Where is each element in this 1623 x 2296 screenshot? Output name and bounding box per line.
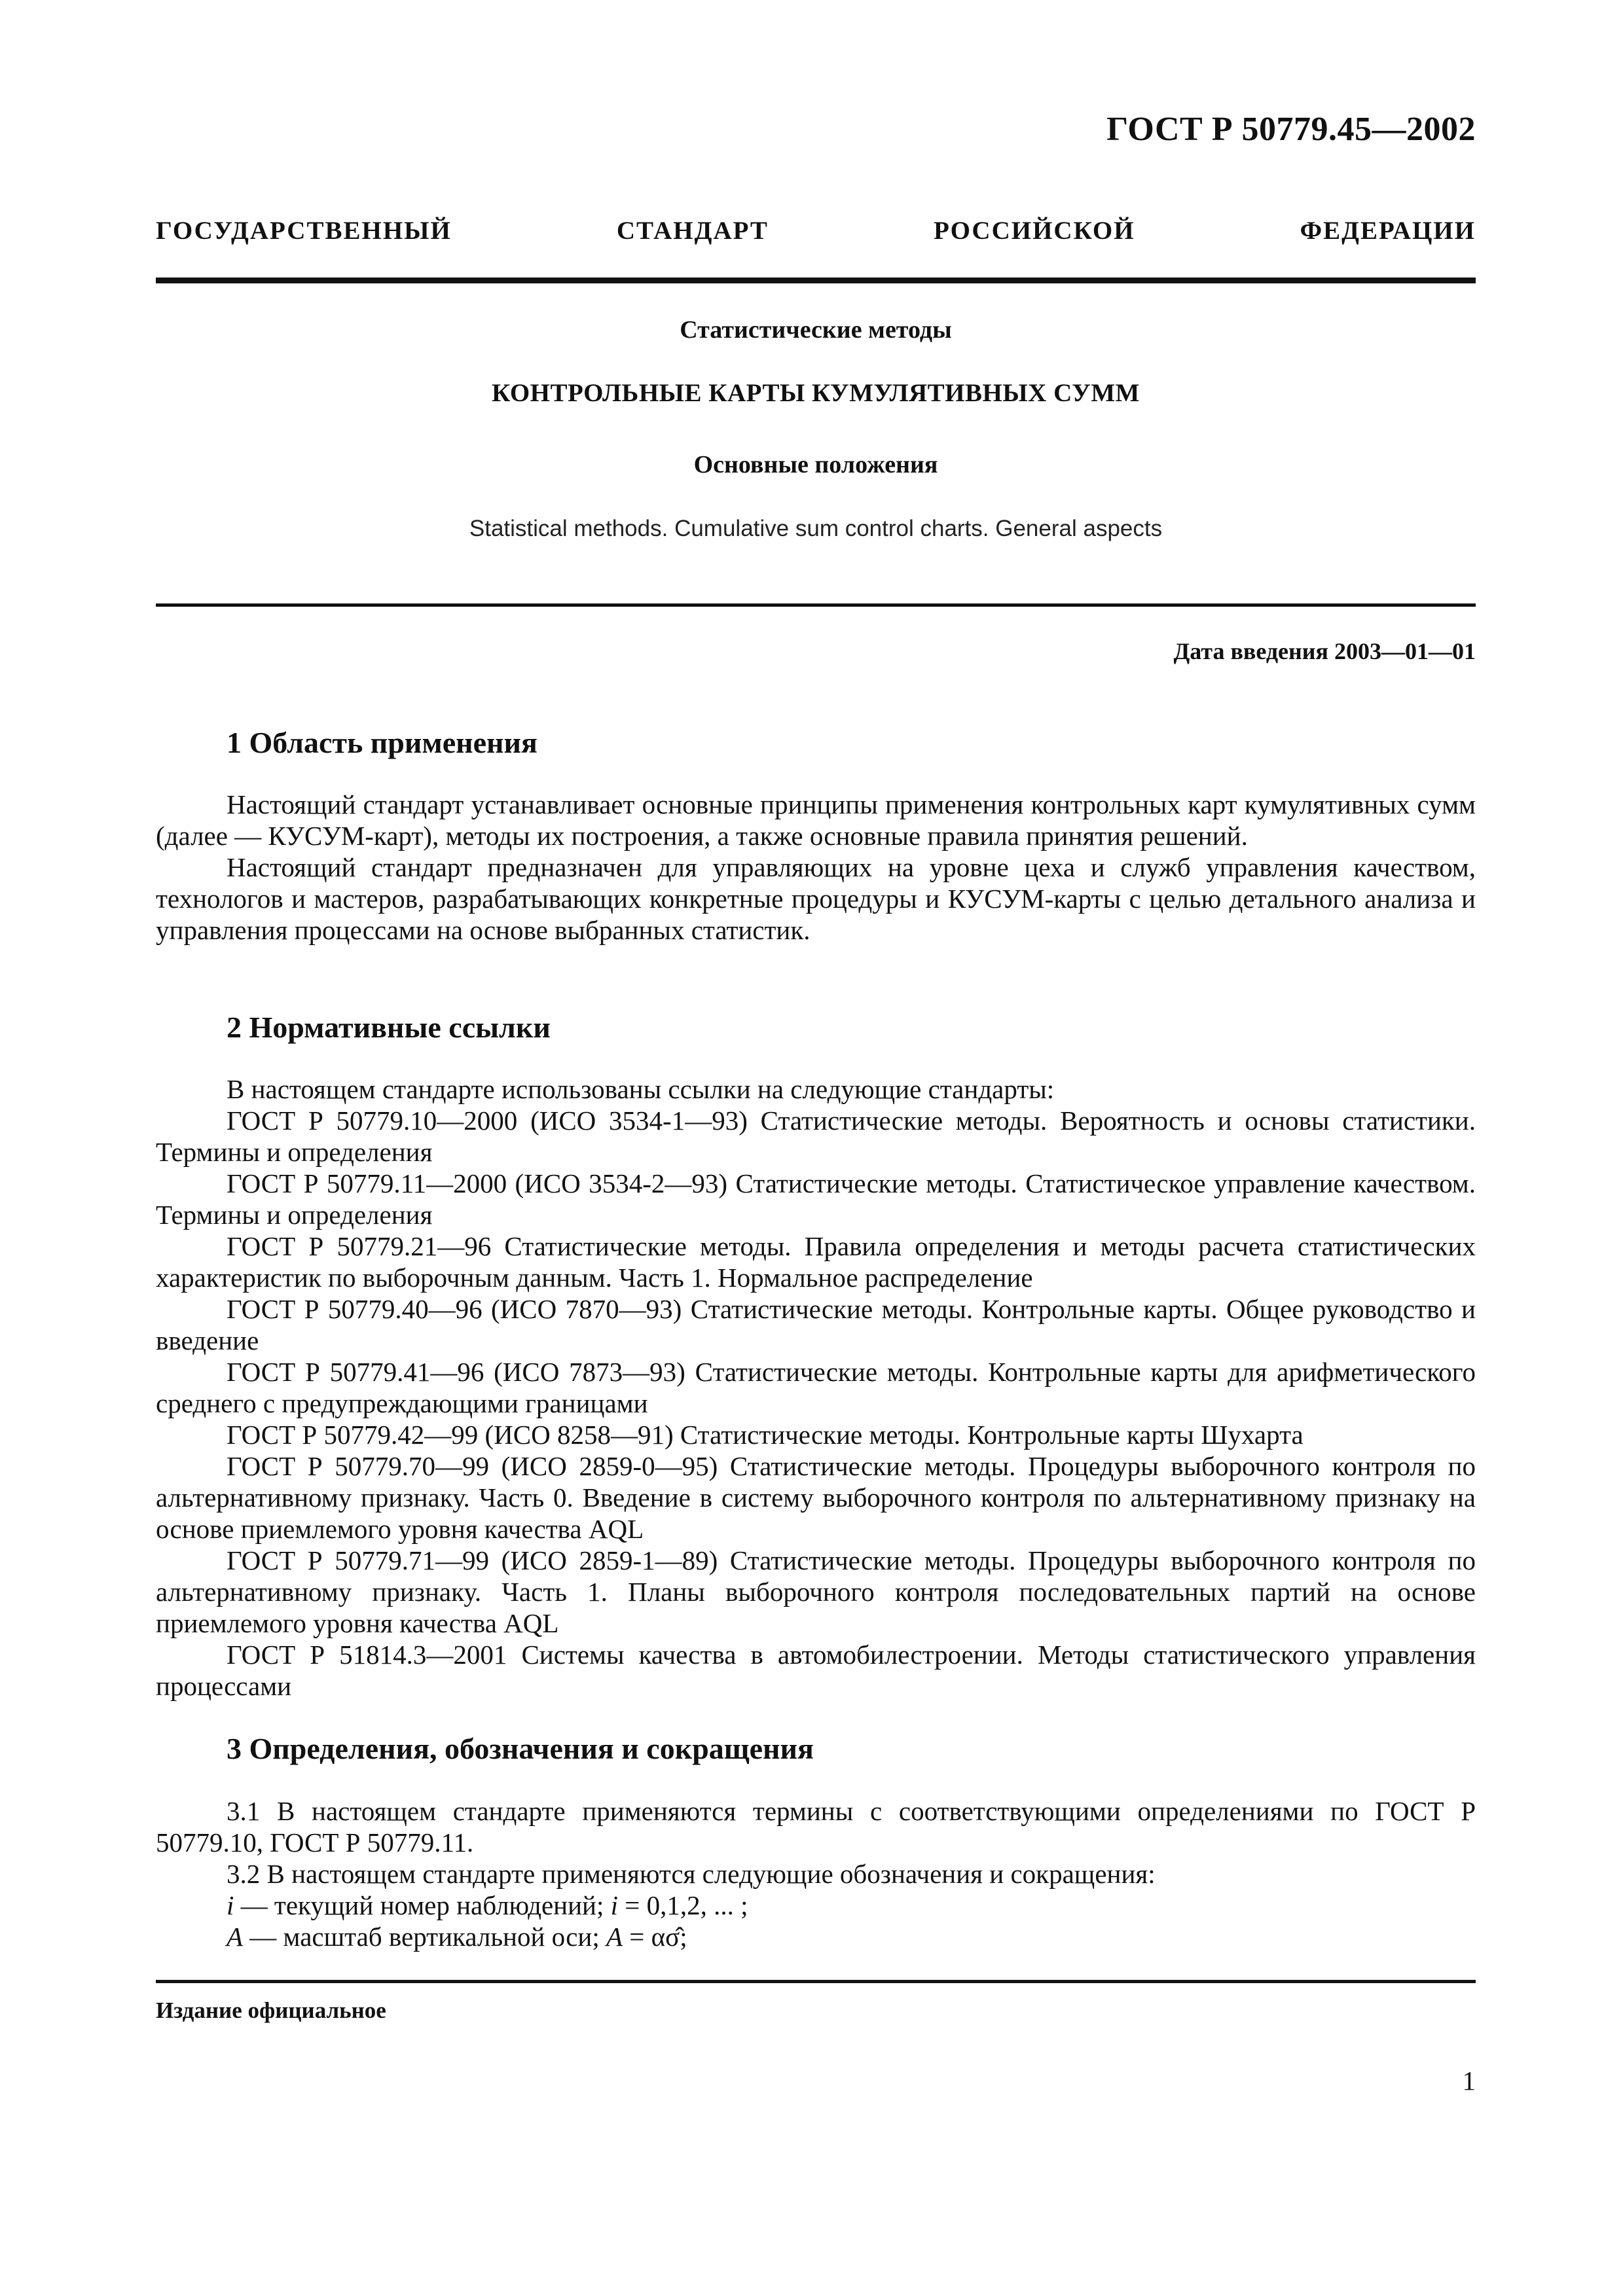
subtitle: Основные положения — [693, 451, 938, 478]
definition-text: = 0,1,2, ... ; — [618, 1890, 748, 1920]
reference-item: ГОСТ Р 50779.40—96 (ИСО 7870—93) Статистические методы. Контрольные карты. Общее руководство и введение — [156, 1294, 1476, 1355]
definition-i — [156, 1890, 1476, 1921]
definition-text: = ασ̂; — [623, 1922, 687, 1952]
document-code: ГОСТ Р 50779.45—2002 — [1106, 111, 1476, 148]
paragraph: Настоящий стандарт устанавливает основные принципы применения контрольных карт кумулятивных сумм (далее — КУСУМ-карт), методы их построения, а также основные правила принятия решений. — [156, 789, 1476, 851]
english-title: Statistical methods. Cumulative sum control charts. General aspects — [469, 516, 1163, 541]
footer-rule — [156, 1980, 1476, 1983]
reference-item: ГОСТ Р 50779.41—96 (ИСО 7873—93) Статистические методы. Контрольные карты для арифметического среднего с предупреждающими границами — [156, 1357, 1476, 1418]
document-page — [156, 0, 1476, 2296]
section-1-body — [156, 789, 1476, 946]
reference-item: ГОСТ Р 50779.42—99 (ИСО 8258—91) Статистические методы. Контрольные карты Шухарта — [227, 1420, 1304, 1450]
paragraph: Настоящий стандарт предназначен для управляющих на уровне цеха и служб управления качеством, технологов и мастеров, разрабатывающих конкретные процедуры и КУСУМ-карты с целью детального анализа и управления процессами на основе выбранных статистик. — [156, 852, 1476, 945]
paragraph: 3.2 В настоящем стандарте применяются следующие обозначения и сокращения: — [227, 1859, 1156, 1889]
reference-item: ГОСТ Р 50779.21—96 Статистические методы. Правила определения и методы расчета статистических характеристик по выборочным данным. Часть 1. Нормальное распределение — [156, 1231, 1476, 1293]
definition-text: — текущий номер наблюдений; — [234, 1890, 611, 1920]
title-rule — [156, 603, 1476, 607]
reference-item: ГОСТ Р 50779.71—99 (ИСО 2859-1—89) Статистические методы. Процедуры выборочного контроля по альтернативному признаку. Часть 1. Планы выборочного контроля последовательных партий на основе приемлемого уровня качества AQL — [156, 1545, 1476, 1638]
reference-item: ГОСТ Р 50779.70—99 (ИСО 2859-0—95) Статистические методы. Процедуры выборочного контроля по альтернативному признаку. Часть 0. Введение в систему выборочного контроля по альтернативному признаку на основе приемлемого уровня качества AQL — [156, 1451, 1476, 1544]
page-number: 1 — [1462, 2066, 1476, 2096]
subject-line: Статистические методы — [680, 316, 952, 344]
section-2-heading: 2 Нормативные ссылки — [227, 1011, 551, 1044]
definition-text: — масштаб вертикальной оси; — [243, 1922, 606, 1952]
symbol: i — [227, 1890, 234, 1920]
header-rule — [156, 278, 1476, 283]
symbol: i — [610, 1890, 619, 1920]
reference-item: ГОСТ Р 50779.10—2000 (ИСО 3534-1—93) Статистические методы. Вероятность и основы статистики. Термины и определения — [156, 1105, 1476, 1167]
reference-item: ГОСТ Р 51814.3—2001 Системы качества в автомобилестроении. Методы статистического управления процессами — [156, 1640, 1476, 1701]
standard-title: ГОСУДАРСТВЕННЫЙ СТАНДАРТ РОССИЙСКОЙ ФЕДЕРАЦИИ — [156, 217, 1476, 245]
section-3-body — [156, 1795, 1476, 1952]
section-1-heading: 1 Область применения — [227, 726, 538, 759]
symbol: A — [227, 1922, 244, 1952]
reference-item: ГОСТ Р 50779.11—2000 (ИСО 3534-2—93) Статистические методы. Статистическое управление качеством. Термины и определения — [156, 1168, 1476, 1230]
section-2-body — [156, 1073, 1476, 1702]
paragraph: 3.1 В настоящем стандарте применяются термины с соответствующими определениями по ГОСТ Р 50779.10, ГОСТ Р 50779.11. — [156, 1796, 1476, 1857]
edition-label: Издание официальное — [156, 1998, 386, 2023]
definition-a — [156, 1921, 1476, 1952]
section-3-heading: 3 Определения, обозначения и сокращения — [227, 1732, 814, 1765]
symbol: A — [606, 1922, 623, 1952]
introduction-date: Дата введения 2003—01—01 — [1173, 638, 1476, 664]
paragraph: В настоящем стандарте использованы ссылки на следующие стандарты: — [227, 1074, 1055, 1104]
main-title: КОНТРОЛЬНЫЕ КАРТЫ КУМУЛЯТИВНЫХ СУММ — [492, 379, 1140, 407]
